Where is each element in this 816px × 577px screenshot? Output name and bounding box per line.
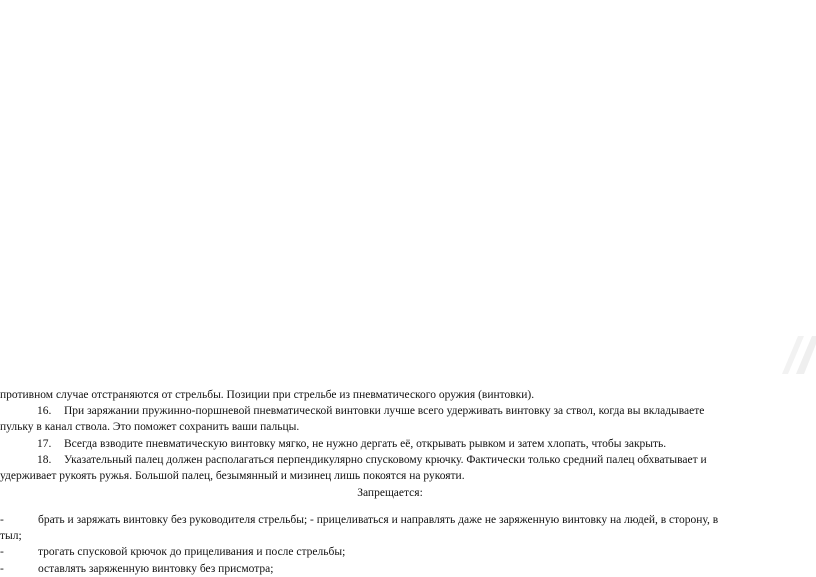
list-item-continuation: тыл; — [0, 530, 22, 543]
item-number: 16. — [37, 405, 52, 418]
list-item-text: оставлять заряженную винтовку без присмотра; — [38, 562, 274, 575]
item-number: 17. — [37, 437, 52, 450]
paragraph-17 — [0, 436, 800, 452]
paragraph-16-continuation: пульку в канал ствола. Это поможет сохранить ваши пальцы. — [0, 421, 300, 434]
paragraph-text: Указательный палец должен располагаться перпендикулярно спусковому крючку. Фактически только средний палец обхватывает и — [64, 453, 707, 466]
paragraph-18-continuation: удерживает рукоять ружья. Большой палец, безымянный и мизинец лишь покоятся на рукояти. — [0, 470, 465, 483]
bullet-dash: - — [0, 562, 4, 575]
list-item — [0, 512, 800, 528]
list-item-text: брать и заряжать винтовку без руководителя стрельбы; - прицеливаться и направлять даже не заряженную винтовку на людей, в сторону, в — [38, 514, 719, 526]
paragraph-text: Всегда взводите пневматическую винтовку мягко, не нужно дергать её, открывать рывком и затем хлопать, чтобы закрыть. — [64, 437, 667, 450]
section-heading: Запрещается: — [357, 487, 423, 499]
paragraph-text: При заряжании пружинно-поршневой пневматической винтовки лучше всего удерживать винтовку за ствол, когда вы вкладываете — [64, 405, 705, 418]
paragraph-16 — [0, 403, 800, 419]
bullet-dash: - — [0, 514, 4, 526]
paragraph-continuation: противном случае отстраняются от стрельбы. Позиции при стрельбе из пневматического оружия (винтовки). — [0, 389, 535, 401]
list-item — [0, 561, 800, 577]
page-curl-icon — [768, 330, 816, 376]
body-text — [0, 387, 800, 484]
paragraph-18 — [0, 452, 800, 468]
bullet-dash: - — [0, 546, 4, 559]
item-number: 18. — [37, 453, 52, 466]
prohibitions-list — [0, 512, 800, 577]
list-item — [0, 544, 800, 560]
list-item-text: трогать спусковой крючок до прицеливания и после стрельбы; — [38, 546, 346, 559]
